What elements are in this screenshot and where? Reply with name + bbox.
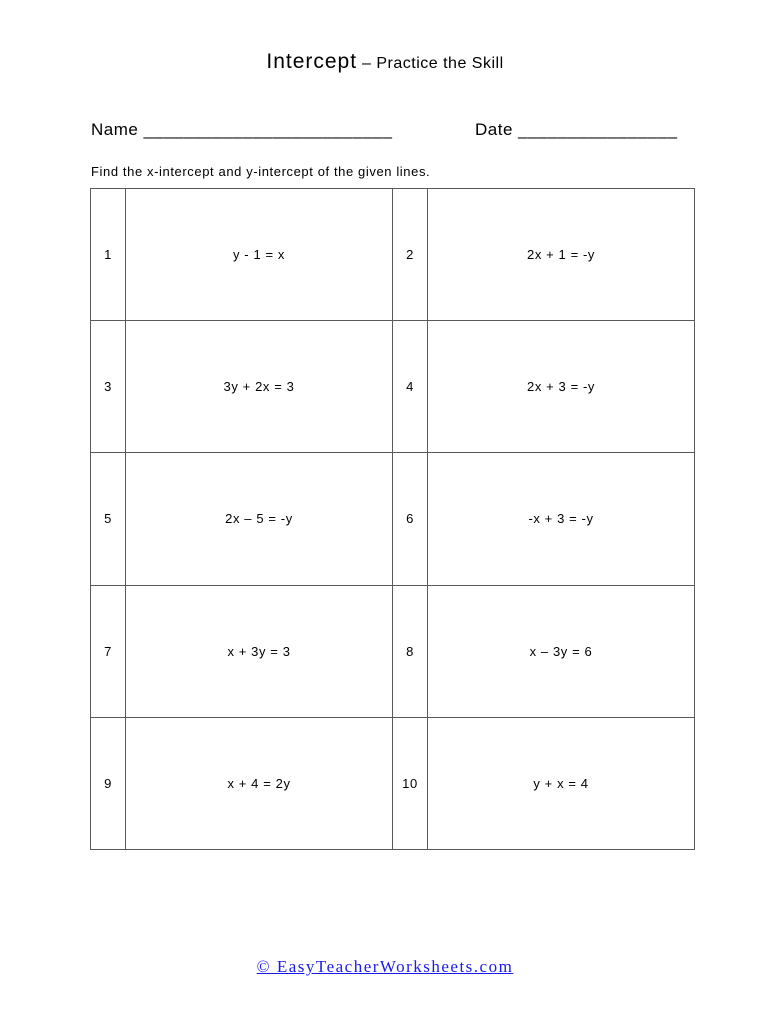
problem-equation: 3y + 2x = 3	[126, 321, 393, 453]
problem-number: 9	[91, 717, 126, 849]
problem-number: 3	[91, 321, 126, 453]
table-row	[91, 321, 695, 453]
name-field[interactable]: Name _________________________	[91, 120, 393, 139]
problem-equation: x + 3y = 3	[126, 585, 393, 717]
problem-number: 7	[91, 585, 126, 717]
problem-number: 5	[91, 453, 126, 585]
problem-number: 2	[393, 189, 428, 321]
instructions-text: Find the x-intercept and y-intercept of the given lines.	[91, 164, 431, 179]
date-field[interactable]: Date ________________	[475, 120, 678, 139]
problem-number: 4	[393, 321, 428, 453]
problem-number: 1	[91, 189, 126, 321]
title-main: Intercept	[266, 50, 358, 73]
footer	[0, 957, 770, 977]
problem-number: 6	[393, 453, 428, 585]
problems-table	[90, 188, 695, 850]
worksheet-title	[0, 50, 770, 74]
problem-equation: 2x + 3 = -y	[428, 321, 695, 453]
table-row	[91, 189, 695, 321]
problem-equation: 2x + 1 = -y	[428, 189, 695, 321]
problem-equation: y - 1 = x	[126, 189, 393, 321]
table-row	[91, 585, 695, 717]
copyright-link[interactable]: © EasyTeacherWorksheets.com	[256, 957, 514, 976]
problem-number: 8	[393, 585, 428, 717]
problem-equation: x + 4 = 2y	[126, 717, 393, 849]
problem-number: 10	[393, 717, 428, 849]
problem-equation: 2x – 5 = -y	[126, 453, 393, 585]
table-row	[91, 453, 695, 585]
problem-equation: x – 3y = 6	[428, 585, 695, 717]
table-row	[91, 717, 695, 849]
problem-equation: y + x = 4	[428, 717, 695, 849]
title-subtitle: – Practice the Skill	[357, 55, 504, 72]
problem-equation: -x + 3 = -y	[428, 453, 695, 585]
